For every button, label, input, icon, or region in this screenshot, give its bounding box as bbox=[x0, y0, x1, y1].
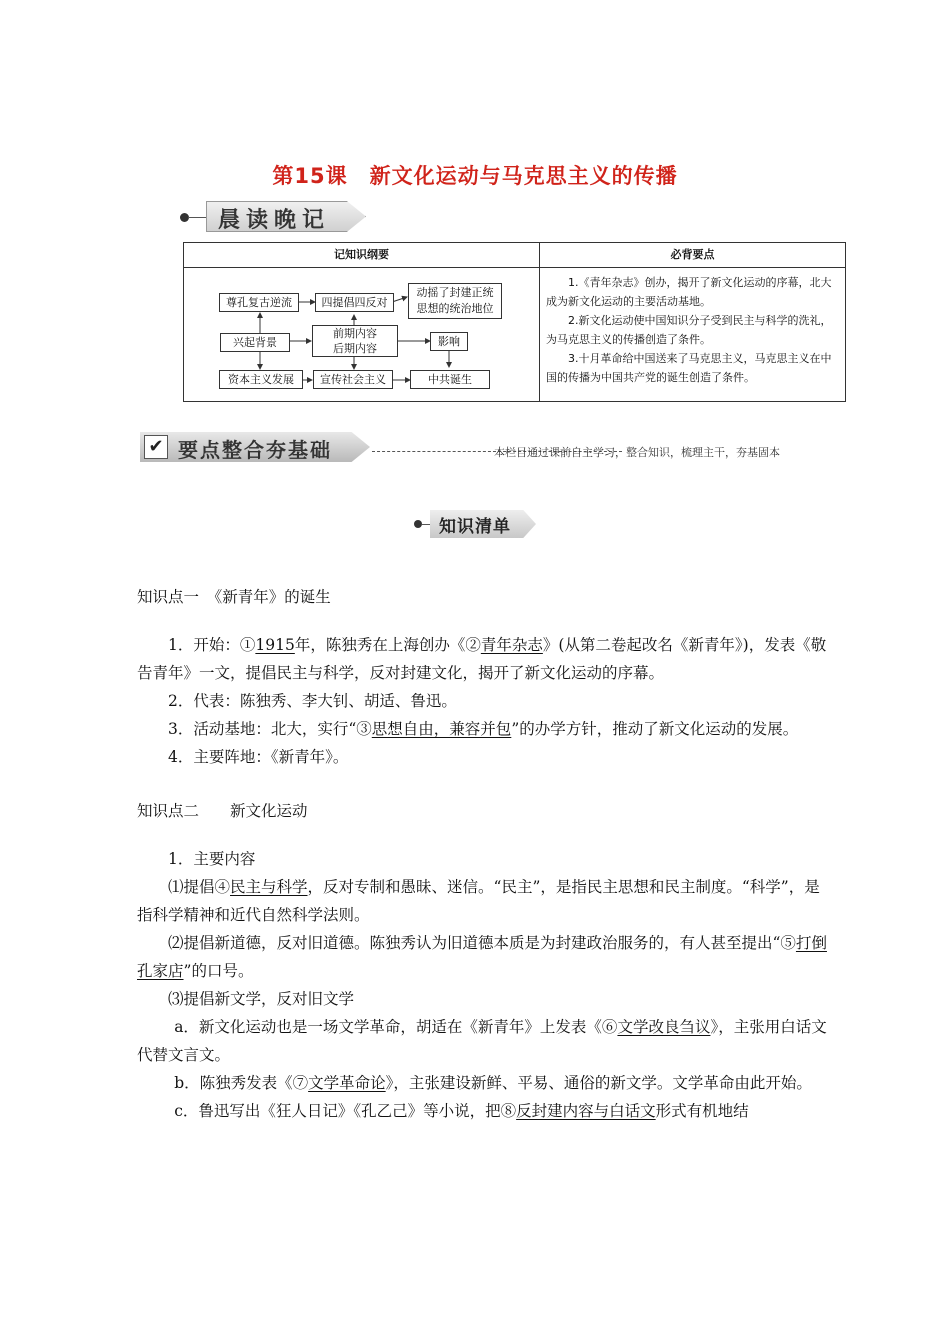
table-divider bbox=[539, 243, 540, 401]
knowledge-table bbox=[183, 242, 846, 402]
paragraph bbox=[137, 1097, 827, 1125]
node-text: 前期内容 bbox=[333, 327, 377, 340]
paragraph bbox=[137, 631, 827, 687]
paragraph: 4．主要阵地：《新青年》。 bbox=[168, 748, 349, 766]
page-title: 第15课 新文化运动与马克思主义的传播 bbox=[272, 164, 678, 188]
paragraph: ⑶提倡新文学，反对旧文学 bbox=[168, 990, 355, 1008]
text: 年，陈独秀在上海创办《② bbox=[294, 636, 481, 654]
section-heading-1: 知识点一 《新青年》的诞生 bbox=[137, 588, 331, 606]
banner-label: 晨读晚记 bbox=[218, 208, 331, 233]
text: ，反对专制和愚昧、迷信。“民主”，是指民主思想和民主制度。“科学”，是指科学精神和近代自然科学法则。 bbox=[137, 878, 820, 924]
paragraph bbox=[137, 873, 827, 929]
text: c．鲁迅写出《狂人日记》《孔乙己》等小说，把⑧ bbox=[174, 1102, 517, 1120]
banner-foundation bbox=[140, 432, 840, 464]
table-header-outline: 记知识纲要 bbox=[184, 243, 539, 268]
text: b．陈独秀发表《⑦ bbox=[174, 1074, 309, 1092]
banner-note: 本栏目通过课前自主学习，整合知识，梳理主干，夯基固本 bbox=[494, 446, 780, 459]
node-influence: 影响 bbox=[430, 332, 468, 351]
node-text: 后期内容 bbox=[333, 342, 377, 355]
text: ”的口号。 bbox=[183, 962, 254, 980]
banner-label: 知识清单 bbox=[439, 517, 511, 537]
node-content bbox=[312, 325, 398, 357]
table-header-points: 必背要点 bbox=[540, 243, 845, 268]
paragraph bbox=[137, 1069, 827, 1097]
node-text: 思想的统治地位 bbox=[416, 302, 494, 315]
banner-knowledge-list bbox=[414, 509, 544, 539]
node-confucian-restoration: 尊孔复古逆流 bbox=[219, 293, 299, 312]
text: ⑴提倡④ bbox=[168, 878, 231, 896]
banner-label: 要点整合夯基础 bbox=[178, 438, 332, 462]
paragraph bbox=[137, 715, 827, 743]
node-ccp-founding: 中共诞生 bbox=[410, 370, 490, 389]
document-body bbox=[137, 583, 827, 1125]
checkmark-icon: ✔ bbox=[144, 435, 168, 459]
node-four-advocacies: 四提倡四反对 bbox=[315, 293, 394, 312]
key-points bbox=[546, 273, 840, 387]
answer-blank: 思想自由，兼容并包 bbox=[371, 720, 512, 738]
node-text: 动摇了封建正统 bbox=[416, 286, 494, 299]
node-socialism: 宣传社会主义 bbox=[313, 370, 393, 389]
answer-blank: 青年杂志 bbox=[480, 636, 543, 654]
key-point-3: 3.十月革命给中国送来了马克思主义，马克思主义在中国的传播为中国共产党的诞生创造了条件。 bbox=[546, 352, 832, 384]
paragraph: 2．代表：陈独秀、李大钊、胡适、鲁迅。 bbox=[168, 692, 457, 710]
banner-morning-reading bbox=[176, 200, 376, 234]
node-impact-feudal-thought bbox=[408, 283, 502, 319]
text: a．新文化运动也是一场文学革命，胡适在《新青年》上发表《⑥ bbox=[174, 1018, 618, 1036]
answer-blank: 打倒孔家店 bbox=[137, 934, 827, 980]
key-point-1: 1.《青年杂志》创办，揭开了新文化运动的序幕，北大成为新文化运动的主要活动基地。 bbox=[546, 276, 832, 308]
paragraph bbox=[137, 1013, 827, 1069]
answer-blank: 1915 bbox=[255, 636, 295, 654]
answer-blank: 文学革命论 bbox=[308, 1074, 386, 1092]
answer-blank: 文学改良刍议 bbox=[617, 1018, 711, 1036]
answer-blank: 反封建内容与白话文 bbox=[516, 1102, 656, 1120]
text: 3．活动基地：北大，实行“③ bbox=[168, 720, 372, 738]
text: ⑵提倡新道德，反对旧道德。陈独秀认为旧道德本质是为封建政治服务的，有人甚至提出“⑤ bbox=[168, 934, 796, 952]
text: 》(从第二卷起改名《新青年》)，发表《敬告青年》一文，提倡民主与科学，反对封建文化，揭开了新文化运动的序幕。 bbox=[137, 636, 827, 682]
paragraph: 1．主要内容 bbox=[168, 850, 256, 868]
node-background: 兴起背景 bbox=[220, 333, 290, 352]
bullet-dot-icon bbox=[414, 520, 422, 528]
answer-blank: 民主与科学 bbox=[230, 878, 308, 896]
key-point-2: 2.新文化运动使中国知识分子受到民主与科学的洗礼，为马克思主义的传播创造了条件。 bbox=[546, 314, 832, 346]
text: ”的办学方针，推动了新文化运动的发展。 bbox=[511, 720, 799, 738]
text: 1．开始：① bbox=[168, 636, 256, 654]
node-capitalism: 资本主义发展 bbox=[219, 370, 303, 389]
paragraph bbox=[137, 929, 827, 985]
text: 》，主张用白话文代替文言文。 bbox=[137, 1018, 827, 1064]
section-heading-2: 知识点二 新文化运动 bbox=[137, 802, 308, 820]
text: 》，主张建设新鲜、平易、通俗的新文学。文学革命由此开始。 bbox=[385, 1074, 812, 1092]
text: 形式有机地结 bbox=[655, 1102, 749, 1120]
